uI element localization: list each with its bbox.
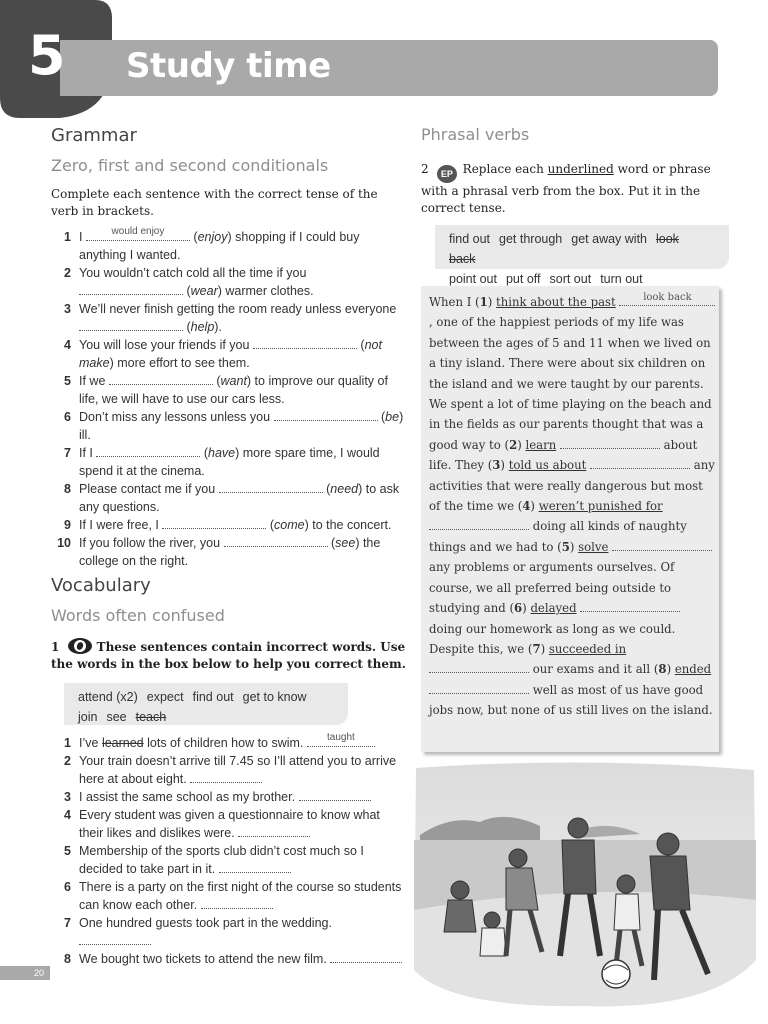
word-expect: expect <box>146 690 184 704</box>
word-attend: attend (x2) <box>78 690 138 704</box>
answer-blank[interactable] <box>253 337 357 349</box>
answer-blank[interactable] <box>238 825 310 837</box>
answer-blank[interactable] <box>580 600 680 612</box>
answer-blank[interactable]: taught <box>307 735 375 747</box>
vocabulary-items <box>51 734 406 968</box>
list-item: 7 If I (have) more spare time, I would spend it at the cinema. <box>64 446 380 478</box>
answer-blank[interactable] <box>429 682 529 694</box>
answer-blank[interactable]: would enjoy <box>86 229 190 241</box>
answer-blank[interactable] <box>560 437 660 449</box>
word-find-out: find out <box>192 690 234 704</box>
reading-text-panel <box>421 286 719 752</box>
phrasal-instruction-row <box>421 161 721 217</box>
list-item: 1 I’ve learned lots of children how to swim. taught <box>51 734 406 752</box>
answer-blank[interactable] <box>330 951 402 963</box>
list-item: 8 Please contact me if you (need) to ask any questions. <box>64 482 400 514</box>
grammar-heading: Grammar <box>51 125 137 146</box>
answer-blank[interactable] <box>299 789 371 801</box>
phrasal-word-box <box>435 225 729 286</box>
phrasal-verbs-heading: Phrasal verbs <box>421 125 530 144</box>
vocabulary-word-box <box>64 683 348 725</box>
list-item: 5 If we (want) to improve our quality of life, we will have to use our cars less. <box>64 374 388 406</box>
list-item: 6 Don’t miss any lessons unless you (be) ill. <box>64 410 404 442</box>
word-get-to-know: get to know <box>242 690 307 704</box>
answer-blank[interactable] <box>201 897 273 909</box>
grammar-items <box>51 228 406 570</box>
answer-blank[interactable]: look back <box>619 294 715 306</box>
answer-blank[interactable] <box>190 771 262 783</box>
page-title: Study time <box>126 46 331 86</box>
instruction-text: Replace each <box>462 162 548 176</box>
grammar-subheading: Zero, first and second conditionals <box>51 156 329 175</box>
word-turn-out: turn out <box>600 272 643 286</box>
list-item: 1 I would enjoy (enjoy) shopping if I could buy anything I wanted. <box>64 226 360 262</box>
word-point-out: point out <box>449 272 497 286</box>
vocabulary-instruction: These sentences contain incorrect words. Use the words in the box below to help you correct them. <box>51 640 406 671</box>
list-item: 4 You will lose your friends if you (not make) more effort to see them. <box>64 338 382 370</box>
instruction-text-end: word or phrase with a phrasal verb from the box. Put it in the correct tense. <box>421 162 711 215</box>
answer-blank[interactable] <box>612 539 712 551</box>
word-look-back: look back <box>449 232 679 266</box>
word-teach: teach <box>135 710 167 724</box>
word-join: join <box>78 710 98 724</box>
list-item: 2 You wouldn’t catch cold all the time if you (wear) warmer clothes. <box>64 266 314 298</box>
word-sort-out: sort out <box>549 272 592 286</box>
answer-blank[interactable] <box>224 535 328 547</box>
answer-blank[interactable] <box>79 319 183 331</box>
reading-text: When I (1) think about the past look back , one of the happiest periods of my life was between the ages of 5 and 11 when we lived on a tiny island. There were about six children on the island and we were taught by our parents. We spent a lot of time playing on the beach and in the fields as our parents thought that was a good way to (2) learn about life. They (3) told us about any activities that were really dangerous but most of the time we (4) weren’t punished for doing all kinds of naughty things and we had to (5) solve any problems or arguments ourselves. Of course, we all preferred being outside to studying and (6) delayed doing our homework as long as we could. Despite this, we (7) succeeded in our exams and it all (8) ended well as most of us have good jobs now, but none of us still lives on the island. <box>429 292 715 718</box>
list-item: 4 Every student was given a questionnaire to know what their likes and dislikes were. <box>64 808 380 840</box>
word-see: see <box>106 710 127 724</box>
list-item: 3 We’ll never finish getting the room ready unless everyone (help). <box>64 302 397 334</box>
list-item: 8 We bought two tickets to attend the new film. <box>51 950 406 968</box>
grammar-instruction: Complete each sentence with the correct tense of the verb in brackets. <box>51 187 378 218</box>
vocabulary-instruction-row <box>51 637 406 673</box>
vocabulary-heading: Vocabulary <box>51 575 151 596</box>
beach-children-illustration <box>410 760 760 1010</box>
exercise-number: 1 <box>51 640 60 654</box>
list-item: 3 I assist the same school as my brother. <box>51 788 406 806</box>
answer-blank[interactable] <box>219 481 323 493</box>
answer-blank[interactable] <box>590 457 690 469</box>
list-item: 10 If you follow the river, you (see) the college on the right. <box>57 536 381 568</box>
answer-blank[interactable] <box>162 517 266 529</box>
answer-blank[interactable] <box>219 861 291 873</box>
list-item: 2 Your train doesn’t arrive till 7.45 so I’ll attend you to arrive here at about eight. <box>64 754 397 786</box>
list-item: 5 Membership of the sports club didn’t cost much so I decided to take part in it. <box>64 844 364 876</box>
exercise-number: 2 <box>421 162 429 176</box>
ep-badge-icon: EP <box>437 165 457 183</box>
eye-icon <box>67 637 93 655</box>
answer-blank[interactable] <box>429 661 529 673</box>
unit-number: 5 <box>28 24 66 87</box>
word-get-away-with: get away with <box>571 232 647 246</box>
list-item: 7 One hundred guests took part in the wedding. <box>51 914 406 950</box>
word-put-off: put off <box>505 272 541 286</box>
answer-blank[interactable] <box>79 283 183 295</box>
word-get-through: get through <box>499 232 563 246</box>
list-item: 9 If I were free, I (come) to the concert. <box>64 518 392 532</box>
vocabulary-subheading: Words often confused <box>51 606 225 625</box>
word-find-out: find out <box>449 232 491 246</box>
answer-blank[interactable] <box>109 373 213 385</box>
list-item: 6 There is a party on the first night of the course so students can know each other. <box>64 880 402 912</box>
answer-blank[interactable] <box>274 409 378 421</box>
page-number: 20 <box>0 966 50 980</box>
answer-blank[interactable] <box>79 933 151 945</box>
answer-blank[interactable] <box>429 518 529 530</box>
answer-blank[interactable] <box>96 445 200 457</box>
instruction-underlined: underlined <box>547 162 614 176</box>
